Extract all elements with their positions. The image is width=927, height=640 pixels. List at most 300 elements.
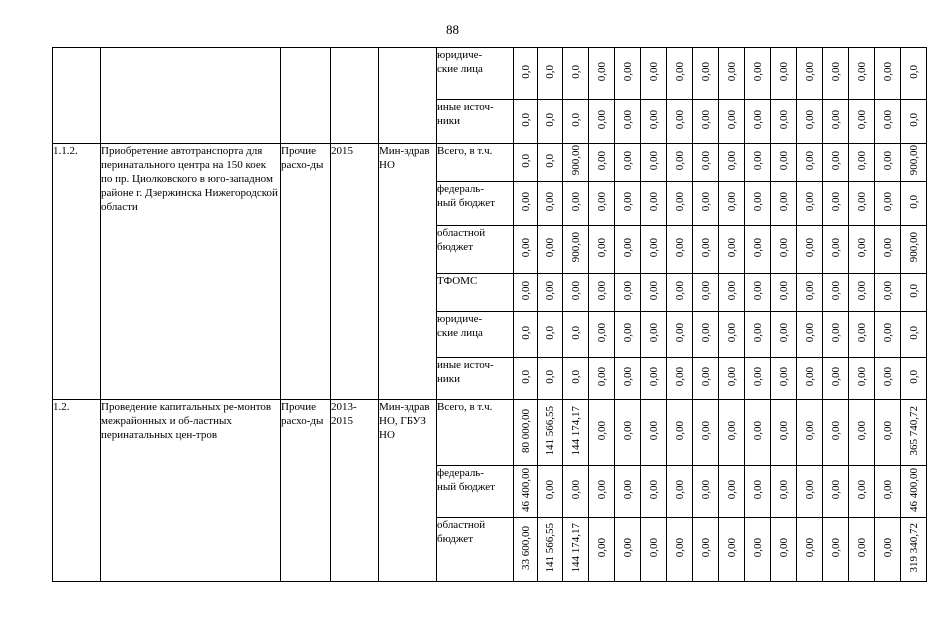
value-text: 0,00 (803, 61, 816, 82)
value-cell (875, 182, 901, 226)
value-cell (641, 466, 667, 518)
value-text: 0,00 (673, 322, 686, 343)
value-cell (641, 100, 667, 144)
value-cell (589, 226, 615, 274)
value-text: 0,00 (829, 150, 842, 171)
value-text: 0,00 (829, 537, 842, 558)
value-cell (745, 100, 771, 144)
value-cell (693, 400, 719, 466)
value-text: 0,00 (725, 420, 738, 441)
value-text: 0,00 (777, 479, 790, 500)
value-text: 0,00 (595, 191, 608, 212)
value-cell (771, 100, 797, 144)
value-text: 0,00 (803, 280, 816, 301)
value-text: 0,00 (647, 537, 660, 558)
value-cell (823, 518, 849, 582)
value-text: 0,00 (881, 366, 894, 387)
value-cell (771, 466, 797, 518)
value-text: 0,00 (699, 191, 712, 212)
value-text: 0,00 (699, 150, 712, 171)
value-text: 0,00 (751, 322, 764, 343)
value-cell (615, 144, 641, 182)
value-cell (823, 312, 849, 358)
value-text: 0,00 (777, 237, 790, 258)
value-text: 0,00 (647, 191, 660, 212)
value-text: 0,00 (803, 109, 816, 130)
value-cell (563, 518, 589, 582)
value-text: 0,00 (881, 322, 894, 343)
value-cell (538, 358, 563, 400)
value-text: 0,0 (569, 112, 582, 127)
funding-source: юридиче- ские лица (437, 312, 514, 358)
expense-type: Прочие расхо-ды (281, 144, 331, 400)
value-text: 0,00 (855, 280, 868, 301)
value-cell (538, 518, 563, 582)
value-cell (901, 144, 927, 182)
value-text: 0,00 (803, 191, 816, 212)
value-cell (901, 100, 927, 144)
value-cell (849, 226, 875, 274)
value-cell (719, 274, 745, 312)
value-text: 0,00 (647, 150, 660, 171)
value-text: 0,00 (881, 191, 894, 212)
funding-source: областной бюджет (437, 518, 514, 582)
value-text: 0,00 (777, 109, 790, 130)
value-text: 0,0 (544, 369, 556, 384)
value-cell (745, 466, 771, 518)
value-text: 46 400,00 (907, 467, 920, 512)
value-text: 0,00 (881, 280, 894, 301)
expense-type (281, 48, 331, 144)
value-text: 0,00 (803, 420, 816, 441)
value-cell (901, 274, 927, 312)
value-cell (641, 312, 667, 358)
value-text: 0,00 (595, 109, 608, 130)
value-text: 0,00 (855, 537, 868, 558)
value-cell (745, 274, 771, 312)
value-cell (667, 466, 693, 518)
value-text: 900,00 (569, 145, 582, 176)
value-text: 0,00 (803, 366, 816, 387)
value-cell (667, 312, 693, 358)
value-text: 0,00 (855, 109, 868, 130)
value-text: 0,00 (621, 322, 634, 343)
value-text: 0,00 (803, 479, 816, 500)
value-cell (514, 182, 538, 226)
value-text: 0,0 (907, 194, 920, 209)
value-text: 0,00 (544, 191, 556, 212)
value-text: 0,00 (544, 280, 556, 301)
value-cell (514, 274, 538, 312)
value-text: 0,00 (621, 479, 634, 500)
value-text: 0,00 (829, 61, 842, 82)
value-text: 0,00 (595, 150, 608, 171)
value-text: 0,00 (621, 280, 634, 301)
value-text: 0,00 (725, 61, 738, 82)
funding-source: областной бюджет (437, 226, 514, 274)
value-text: 0,00 (751, 280, 764, 301)
value-cell (667, 400, 693, 466)
value-text: 0,00 (699, 479, 712, 500)
value-text: 0,00 (647, 366, 660, 387)
value-text: 144 174,17 (569, 405, 582, 456)
value-cell (771, 400, 797, 466)
value-cell (538, 100, 563, 144)
value-text: 0,00 (777, 61, 790, 82)
value-text: 0,00 (621, 61, 634, 82)
value-text: 0,00 (751, 537, 764, 558)
value-cell (797, 358, 823, 400)
value-cell (823, 226, 849, 274)
value-text: 0,00 (673, 280, 686, 301)
table-row (53, 144, 927, 182)
value-cell (563, 182, 589, 226)
value-cell (667, 518, 693, 582)
value-text: 0,00 (569, 479, 582, 500)
value-text: 0,00 (829, 191, 842, 212)
value-cell (745, 144, 771, 182)
value-cell (901, 400, 927, 466)
funding-source: федераль- ный бюджет (437, 466, 514, 518)
value-cell (823, 400, 849, 466)
value-text: 0,0 (544, 325, 556, 340)
value-cell (797, 182, 823, 226)
value-text: 0,00 (803, 322, 816, 343)
value-cell (849, 466, 875, 518)
value-cell (901, 358, 927, 400)
item-name: Приобретение автотранспорта для перинатального центра на 150 коек по пр. Циолковского в юго-западном районе г. Дзержинска Нижегородской области (101, 144, 281, 400)
value-text: 0,00 (647, 479, 660, 500)
value-text: 0,00 (725, 479, 738, 500)
value-cell (538, 274, 563, 312)
value-text: 0,00 (751, 420, 764, 441)
funding-source: Всего, в т.ч. (437, 400, 514, 466)
value-text: 0,00 (647, 322, 660, 343)
value-cell (563, 144, 589, 182)
value-cell (615, 100, 641, 144)
value-cell (538, 400, 563, 466)
value-cell (514, 100, 538, 144)
value-text: 0,00 (595, 280, 608, 301)
value-text: 0,00 (777, 150, 790, 171)
value-cell (797, 144, 823, 182)
value-cell (901, 48, 927, 100)
value-cell (875, 144, 901, 182)
value-cell (797, 226, 823, 274)
value-cell (641, 358, 667, 400)
value-cell (797, 518, 823, 582)
value-cell (589, 182, 615, 226)
value-text: 0,00 (751, 366, 764, 387)
value-cell (719, 182, 745, 226)
value-text: 0,00 (673, 150, 686, 171)
value-cell (693, 226, 719, 274)
value-text: 141 566,55 (544, 522, 556, 573)
value-text: 144 174,17 (569, 522, 582, 573)
value-text: 0,00 (777, 537, 790, 558)
value-cell (641, 48, 667, 100)
value-cell (849, 358, 875, 400)
value-cell (875, 226, 901, 274)
value-text: 0,0 (519, 325, 532, 340)
value-cell (615, 312, 641, 358)
value-text: 0,00 (777, 322, 790, 343)
value-cell (771, 274, 797, 312)
value-text: 0,0 (569, 325, 582, 340)
value-cell (615, 182, 641, 226)
executor: Мин-здрав НО, ГБУЗ НО (379, 400, 437, 582)
value-text: 365 740,72 (907, 405, 920, 456)
value-text: 0,00 (647, 237, 660, 258)
value-cell (719, 312, 745, 358)
value-cell (719, 466, 745, 518)
value-text: 0,00 (673, 366, 686, 387)
value-text: 0,00 (881, 420, 894, 441)
value-text: 141 566,55 (544, 405, 556, 456)
value-cell (797, 466, 823, 518)
value-text: 319 340,72 (907, 522, 920, 573)
item-name: Проведение капитальных ре-монтов межрайонных и об-ластных перинатальных цен-тров (101, 400, 281, 582)
value-cell (823, 144, 849, 182)
value-cell (693, 466, 719, 518)
value-cell (797, 400, 823, 466)
value-text: 0,00 (595, 420, 608, 441)
value-cell (849, 312, 875, 358)
value-cell (719, 518, 745, 582)
value-cell (589, 100, 615, 144)
value-cell (589, 144, 615, 182)
value-cell (797, 48, 823, 100)
value-text: 0,0 (544, 64, 556, 79)
value-text: 0,00 (855, 479, 868, 500)
value-text: 0,0 (519, 64, 532, 79)
value-cell (514, 358, 538, 400)
value-text: 0,00 (595, 237, 608, 258)
value-cell (823, 48, 849, 100)
value-cell (514, 312, 538, 358)
value-cell (615, 48, 641, 100)
value-text: 0,0 (907, 325, 920, 340)
value-cell (563, 358, 589, 400)
value-text: 0,00 (699, 237, 712, 258)
value-cell (875, 312, 901, 358)
value-text: 0,00 (673, 479, 686, 500)
value-text: 0,0 (907, 369, 920, 384)
value-text: 0,00 (699, 61, 712, 82)
value-cell (823, 466, 849, 518)
value-text: 0,00 (725, 191, 738, 212)
table-row (53, 400, 927, 466)
value-text: 0,00 (673, 109, 686, 130)
value-cell (589, 274, 615, 312)
value-text: 0,00 (751, 150, 764, 171)
value-text: 0,00 (621, 150, 634, 171)
value-cell (875, 518, 901, 582)
value-cell (745, 182, 771, 226)
value-text: 0,00 (777, 366, 790, 387)
value-text: 0,00 (855, 61, 868, 82)
value-text: 0,00 (621, 366, 634, 387)
value-cell (849, 182, 875, 226)
value-cell (514, 144, 538, 182)
value-cell (615, 358, 641, 400)
value-cell (589, 358, 615, 400)
value-cell (745, 358, 771, 400)
page-number: 88 (446, 22, 459, 37)
value-cell (514, 518, 538, 582)
value-text: 0,00 (881, 150, 894, 171)
value-cell (901, 518, 927, 582)
value-cell (514, 48, 538, 100)
value-text: 0,00 (569, 191, 582, 212)
value-cell (615, 518, 641, 582)
value-text: 0,0 (907, 283, 920, 298)
budget-table (52, 47, 927, 582)
value-cell (563, 466, 589, 518)
value-text: 900,00 (569, 232, 582, 263)
value-cell (667, 358, 693, 400)
value-cell (771, 312, 797, 358)
value-text: 0,00 (855, 366, 868, 387)
executor (379, 48, 437, 144)
value-cell (771, 48, 797, 100)
value-cell (693, 358, 719, 400)
value-text: 80 000,00 (519, 408, 532, 453)
value-text: 0,00 (699, 322, 712, 343)
value-cell (641, 274, 667, 312)
value-text: 0,00 (699, 109, 712, 130)
value-cell (797, 100, 823, 144)
value-cell (849, 518, 875, 582)
value-cell (615, 400, 641, 466)
value-cell (563, 312, 589, 358)
item-number (53, 48, 101, 144)
value-text: 0,00 (647, 61, 660, 82)
value-cell (823, 358, 849, 400)
value-cell (875, 274, 901, 312)
value-cell (745, 226, 771, 274)
value-text: 0,00 (803, 150, 816, 171)
value-text: 0,00 (673, 237, 686, 258)
value-text: 900,00 (907, 145, 920, 176)
value-cell (693, 182, 719, 226)
value-cell (745, 48, 771, 100)
value-cell (514, 466, 538, 518)
value-text: 0,00 (673, 420, 686, 441)
value-text: 0,00 (881, 109, 894, 130)
value-text: 0,00 (595, 537, 608, 558)
value-text: 0,0 (907, 112, 920, 127)
value-cell (641, 400, 667, 466)
value-cell (771, 144, 797, 182)
value-text: 0,00 (569, 280, 582, 301)
value-cell (771, 358, 797, 400)
funding-source: ТФОМС (437, 274, 514, 312)
value-text: 0,00 (829, 420, 842, 441)
value-cell (563, 100, 589, 144)
value-text: 0,0 (519, 153, 532, 168)
funding-source: Всего, в т.ч. (437, 144, 514, 182)
table-row (53, 48, 927, 100)
value-cell (875, 466, 901, 518)
value-cell (693, 312, 719, 358)
value-text: 46 400,00 (519, 467, 532, 512)
value-cell (667, 48, 693, 100)
period: 2015 (331, 144, 379, 400)
value-text: 0,00 (673, 191, 686, 212)
value-cell (823, 182, 849, 226)
value-cell (719, 100, 745, 144)
value-cell (901, 182, 927, 226)
item-number: 1.2. (53, 400, 101, 582)
value-cell (667, 226, 693, 274)
value-cell (849, 274, 875, 312)
value-cell (538, 182, 563, 226)
value-cell (538, 226, 563, 274)
value-cell (641, 518, 667, 582)
value-cell (641, 144, 667, 182)
value-cell (538, 312, 563, 358)
value-text: 0,00 (725, 237, 738, 258)
value-cell (693, 518, 719, 582)
value-text: 0,00 (751, 237, 764, 258)
value-cell (719, 144, 745, 182)
value-text: 0,00 (673, 537, 686, 558)
value-text: 0,0 (569, 64, 582, 79)
value-cell (901, 466, 927, 518)
value-cell (745, 518, 771, 582)
value-text: 0,00 (829, 322, 842, 343)
value-cell (589, 48, 615, 100)
value-cell (719, 226, 745, 274)
value-cell (693, 100, 719, 144)
value-text: 0,00 (621, 537, 634, 558)
value-text: 0,00 (725, 109, 738, 130)
value-cell (667, 144, 693, 182)
value-cell (771, 182, 797, 226)
value-cell (538, 466, 563, 518)
value-cell (849, 48, 875, 100)
period: 2013-2015 (331, 400, 379, 582)
value-cell (563, 226, 589, 274)
value-text: 0,00 (829, 237, 842, 258)
value-text: 0,00 (881, 237, 894, 258)
value-cell (849, 144, 875, 182)
value-cell (823, 274, 849, 312)
value-text: 0,00 (595, 366, 608, 387)
value-cell (589, 400, 615, 466)
value-text: 0,00 (751, 191, 764, 212)
value-text: 0,0 (519, 112, 532, 127)
value-cell (719, 400, 745, 466)
value-text: 0,00 (647, 280, 660, 301)
value-cell (641, 226, 667, 274)
budget-table-body (53, 48, 927, 582)
value-text: 0,00 (673, 61, 686, 82)
value-cell (771, 518, 797, 582)
value-text: 0,00 (855, 322, 868, 343)
value-cell (667, 182, 693, 226)
value-text: 0,0 (544, 153, 556, 168)
value-cell (563, 400, 589, 466)
value-text: 0,00 (595, 322, 608, 343)
value-cell (615, 466, 641, 518)
value-text: 0,00 (647, 420, 660, 441)
value-cell (693, 274, 719, 312)
value-cell (615, 226, 641, 274)
value-cell (538, 144, 563, 182)
value-text: 0,00 (751, 61, 764, 82)
